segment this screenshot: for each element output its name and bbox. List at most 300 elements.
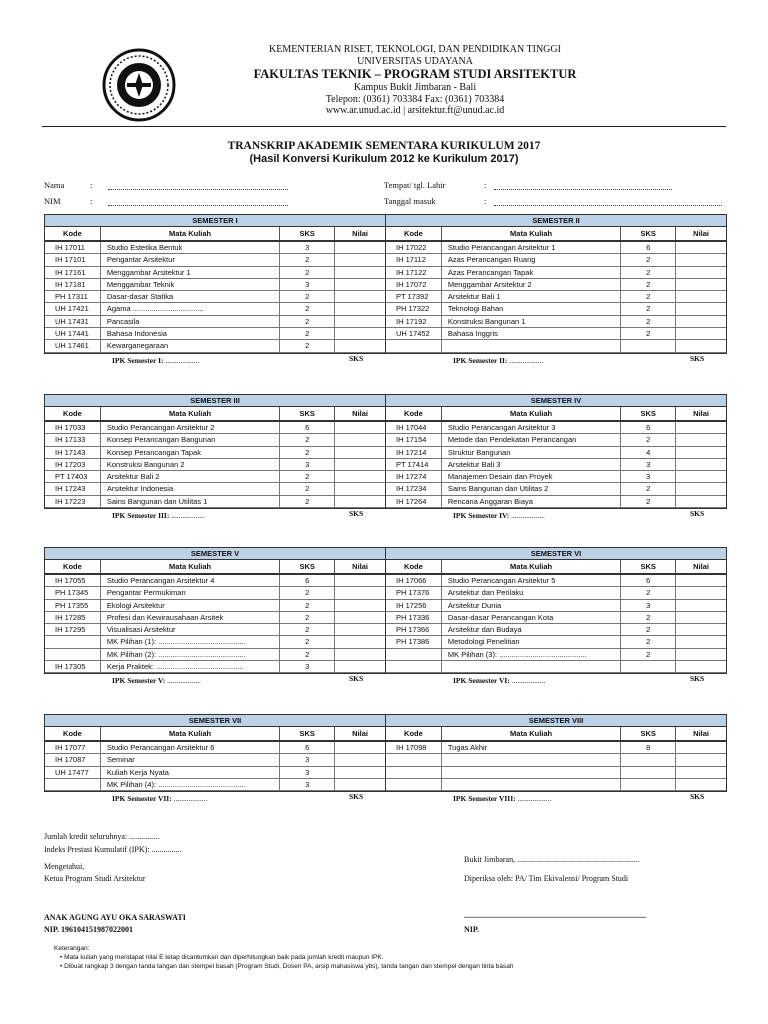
course-name: MK Pilihan (4): .......................................... (101, 779, 280, 790)
course-grade[interactable] (676, 303, 726, 314)
column-header-mata: Mata Kuliah (101, 227, 280, 240)
course-grade[interactable] (676, 767, 726, 778)
course-grade[interactable] (335, 496, 385, 507)
colon: : (484, 196, 487, 206)
table-row (45, 267, 385, 279)
table-row (45, 636, 385, 648)
colon: : (484, 180, 487, 190)
course-grade[interactable] (676, 779, 726, 790)
course-sks: 2 (280, 303, 335, 314)
column-header-kode: Kode (45, 227, 101, 240)
course-sks (621, 661, 676, 672)
table-row (386, 434, 726, 446)
nim-row (44, 196, 288, 206)
table-row (45, 767, 385, 779)
ttl-field[interactable] (494, 181, 672, 190)
phone-fax: Telepon: (0361) 703384 Fax: (0361) 703384 (325, 93, 505, 105)
column-header-mata: Mata Kuliah (442, 227, 621, 240)
course-grade[interactable] (335, 649, 385, 660)
signatory-name: ANAK AGUNG AYU OKA SARASWATI (44, 913, 186, 922)
course-grade[interactable] (676, 447, 726, 458)
ipk-kumulatif (44, 845, 182, 854)
course-code: PH 17376 (386, 587, 442, 598)
course-grade[interactable] (335, 434, 385, 445)
course-grade[interactable] (335, 279, 385, 290)
jumlah-kredit (44, 832, 159, 841)
course-name: Studio Perancangan Arsitektur 1 (442, 242, 621, 253)
column-header-sks: SKS (621, 227, 676, 240)
course-grade[interactable] (676, 587, 726, 598)
column-header-sks: SKS (280, 407, 335, 420)
semester-table (44, 714, 386, 792)
course-sks: 2 (280, 267, 335, 278)
course-code: UH 17452 (386, 328, 442, 339)
semester-table (385, 714, 727, 792)
column-header-nilai: Nilai (352, 409, 368, 418)
course-grade[interactable] (335, 624, 385, 635)
course-code: IH 17234 (386, 483, 442, 494)
course-name: Studio Perancangan Arsitektur 6 (101, 742, 280, 753)
course-name: Konsep Perancangan Tapak (101, 447, 280, 458)
course-grade[interactable] (335, 316, 385, 327)
course-code (45, 779, 101, 790)
table-row (45, 242, 385, 254)
course-code: IH 17305 (45, 661, 101, 672)
note-item: • Mata kuliah yang mendapat nilai E tetap dicantumkan dan diperhitungkan baik pada jumlah kredit maupun IPK. (60, 954, 384, 961)
course-name: Arsitektur dan Budaya (442, 624, 621, 635)
course-name (442, 767, 621, 778)
semester-title: SEMESTER VI (386, 548, 726, 560)
table-row (386, 624, 726, 636)
course-name: Rencana Anggaran Biaya (442, 496, 621, 507)
course-name: Profesi dan Kewirausahaan Arsitek (101, 612, 280, 623)
course-grade[interactable] (676, 636, 726, 647)
course-name: Arsitektur dan Perilaku (442, 587, 621, 598)
ipk-semester-label: IPK Semester III: (112, 511, 170, 521)
ipk-value[interactable]: ............... (151, 845, 182, 854)
course-name: Metodologi Penelitian (442, 636, 621, 647)
colon: : (90, 196, 93, 206)
course-name: Sains Bangunan dan Utilitas 2 (442, 483, 621, 494)
table-row (386, 254, 726, 266)
ipk-semester-label: IPK Semester VIII: (453, 794, 516, 804)
table-row (386, 303, 726, 315)
course-name: Kuliah Kerja Nyata (101, 767, 280, 778)
course-grade[interactable] (676, 600, 726, 611)
table-row (386, 742, 726, 754)
course-grade[interactable] (335, 483, 385, 494)
course-code: IH 17055 (45, 575, 101, 586)
signatory-nip: NIP. 196104151987022001 (44, 925, 134, 934)
table-row (45, 575, 385, 587)
course-sks: 3 (621, 600, 676, 611)
sks-total-label: SKS (690, 792, 705, 802)
course-name: Seminar (101, 754, 280, 765)
table-row (45, 600, 385, 612)
note-item: • Dibuat rangkap 3 dengan tanda tangan dan stempel basah (Program Studi, Dosen PA, arsip mahasiswa ybs), tanda tangan dan stempel dengan tinta basah (60, 963, 514, 970)
course-name: Bahasa Inggris (442, 328, 621, 339)
course-grade[interactable] (335, 742, 385, 753)
ipk-semester-value[interactable]: .................. (171, 511, 205, 521)
semester-title: SEMESTER IV (386, 395, 726, 407)
course-name (442, 661, 621, 672)
table-row (45, 754, 385, 766)
course-code: IH 17072 (386, 279, 442, 290)
course-name: Struktur Bangunan (442, 447, 621, 458)
table-row (386, 587, 726, 599)
course-grade[interactable] (335, 447, 385, 458)
course-name: Menggambar Teknik (101, 279, 280, 290)
course-name: Azas Perancangan Tapak (442, 267, 621, 278)
course-code: IH 17264 (386, 496, 442, 507)
course-sks (621, 779, 676, 790)
course-sks: 2 (280, 587, 335, 598)
course-name: Arsitektur Bali 2 (101, 471, 280, 482)
course-grade[interactable] (335, 612, 385, 623)
course-code: IH 17098 (386, 742, 442, 753)
table-row (45, 459, 385, 471)
course-name: MK Pilihan (3): .......................................... (442, 649, 621, 660)
course-sks: 2 (280, 496, 335, 507)
course-grade[interactable] (335, 291, 385, 302)
table-row (386, 422, 726, 434)
course-name: Studio Perancangan Arsitektur 3 (442, 422, 621, 433)
course-sks: 2 (280, 291, 335, 302)
table-row (386, 291, 726, 303)
checker-nip: NIP. (464, 925, 480, 934)
course-code: PH 17366 (386, 624, 442, 635)
course-grade[interactable] (335, 767, 385, 778)
course-sks: 2 (280, 471, 335, 482)
note-text: Mata kuliah yang mendapat nilai E tetap dicantumkan dan diperhitungkan baik pada jumlah kredit maupun IPK. (64, 954, 384, 961)
sign-line: ........................................................................................... (464, 911, 646, 920)
course-code (386, 767, 442, 778)
course-code: IH 17122 (386, 267, 442, 278)
course-name: Studio Estetika Bentuk (101, 242, 280, 253)
course-code (386, 649, 442, 660)
course-sks: 3 (621, 459, 676, 470)
semester-table (385, 394, 727, 509)
ttl-label: Tempat/ tgl. Lahir (384, 180, 446, 190)
course-code: UH 17477 (45, 767, 101, 778)
course-grade[interactable] (335, 661, 385, 672)
course-name: Tugas Akhir (442, 742, 621, 753)
table-row (45, 471, 385, 483)
colon: : (90, 180, 93, 190)
course-grade[interactable] (676, 649, 726, 660)
course-grade[interactable] (676, 471, 726, 482)
course-grade[interactable] (335, 754, 385, 765)
column-header-mata: Mata Kuliah (101, 727, 280, 740)
column-header-sks: SKS (280, 560, 335, 573)
ipk-semester (453, 676, 545, 685)
table-row (45, 661, 385, 673)
nim-field[interactable] (108, 197, 288, 206)
document-subtitle: (Hasil Konversi Kurikulum 2012 ke Kurikulum 2017) (249, 153, 519, 165)
course-name: Manajemen Desain dan Proyek (442, 471, 621, 482)
sks-total-label: SKS (690, 353, 705, 363)
course-sks: 6 (280, 742, 335, 753)
course-sks: 3 (280, 242, 335, 253)
table-row (386, 612, 726, 624)
course-code (386, 661, 442, 672)
jumlah-value[interactable]: ............... (129, 832, 160, 841)
note-text: Dibuat rangkap 3 dengan tanda tangan dan stempel basah (Program Studi, Dosen PA, arsip mahasiswa ybs), tanda tangan dan stempel dengan tinta basah (64, 963, 514, 970)
ipk-semester (112, 511, 205, 520)
column-header-kode: Kode (386, 560, 442, 573)
course-grade[interactable] (335, 422, 385, 433)
course-grade[interactable] (676, 612, 726, 623)
ipk-semester (453, 794, 551, 803)
course-code: IH 17214 (386, 447, 442, 458)
sks-total-label: SKS (690, 509, 705, 519)
course-name: Pengantar Permukiman (101, 587, 280, 598)
column-header-mata: Mata Kuliah (101, 407, 280, 420)
course-grade[interactable] (676, 575, 726, 586)
course-code: PT 17414 (386, 459, 442, 470)
course-grade[interactable] (335, 303, 385, 314)
table-row (45, 340, 385, 352)
course-grade[interactable] (335, 636, 385, 647)
course-grade[interactable] (676, 242, 726, 253)
course-name: Pancasila (101, 316, 280, 327)
course-grade[interactable] (676, 624, 726, 635)
course-grade[interactable] (676, 328, 726, 339)
table-row (45, 422, 385, 434)
semester-table (44, 394, 386, 509)
course-code: IH 17181 (45, 279, 101, 290)
header-rule (42, 126, 726, 127)
column-header-sks: SKS (280, 727, 335, 740)
masuk-field[interactable] (494, 197, 722, 206)
table-row (386, 267, 726, 279)
notes (54, 944, 514, 971)
column-header-nilai: Nilai (693, 562, 709, 571)
course-grade[interactable] (676, 291, 726, 302)
course-name: Metode dan Pendekatan Perancangan (442, 434, 621, 445)
course-sks: 2 (621, 612, 676, 623)
nama-row (44, 180, 288, 190)
course-sks: 2 (621, 649, 676, 660)
course-grade[interactable] (676, 316, 726, 327)
course-name: Kerja Praktek: .......................................... (101, 661, 280, 672)
course-grade[interactable] (676, 661, 726, 672)
column-headers (386, 227, 726, 242)
course-code: PH 17311 (45, 291, 101, 302)
course-grade[interactable] (676, 279, 726, 290)
course-grade[interactable] (676, 434, 726, 445)
column-headers (45, 727, 385, 742)
course-code: IH 17044 (386, 422, 442, 433)
course-sks: 2 (280, 340, 335, 351)
course-sks: 2 (621, 303, 676, 314)
course-grade[interactable] (676, 267, 726, 278)
course-grade[interactable] (676, 742, 726, 753)
course-name: Arsitektur Dunia (442, 600, 621, 611)
ipk-semester-value[interactable]: .................. (511, 511, 545, 521)
course-code (45, 636, 101, 647)
column-header-nilai: Nilai (352, 729, 368, 738)
course-name (442, 754, 621, 765)
course-name: Studio Perancangan Arsitektur 2 (101, 422, 280, 433)
place-date: Bukit Jimbaran, ............................................................. (464, 855, 640, 864)
course-sks: 2 (280, 624, 335, 635)
ipk-semester-value[interactable]: .................. (165, 355, 200, 365)
course-grade[interactable] (676, 422, 726, 433)
course-sks (621, 767, 676, 778)
ipk-semester-value[interactable]: .................. (167, 676, 201, 686)
table-row (386, 471, 726, 483)
ipk-semester (112, 676, 201, 685)
course-grade[interactable] (676, 459, 726, 470)
semester-table (44, 547, 386, 674)
course-grade[interactable] (335, 242, 385, 253)
course-sks: 3 (280, 754, 335, 765)
course-grade[interactable] (335, 575, 385, 586)
course-sks: 2 (280, 600, 335, 611)
column-headers (386, 727, 726, 742)
course-sks: 2 (280, 328, 335, 339)
mengetahui: Mengetahui, (44, 862, 85, 871)
nim-label: NIM (44, 196, 61, 206)
column-header-sks: SKS (621, 560, 676, 573)
column-header-mata: Mata Kuliah (442, 407, 621, 420)
course-sks: 6 (280, 575, 335, 586)
course-code: UH 17461 (45, 340, 101, 351)
course-grade[interactable] (676, 496, 726, 507)
web-email: www.ar.unud.ac.id | arsitektur.ft@unud.ac.id (325, 105, 505, 116)
ketua-title: Ketua Program Studi Arsitektur (44, 874, 146, 883)
column-header-kode: Kode (45, 727, 101, 740)
table-row (45, 291, 385, 303)
course-sks: 3 (280, 459, 335, 470)
course-grade[interactable] (335, 600, 385, 611)
course-code: IH 17161 (45, 267, 101, 278)
ipk-semester-value[interactable]: .................. (511, 676, 546, 686)
ipk-semester (453, 511, 545, 520)
course-name: Agama .................................. (101, 303, 280, 314)
ipk-semester (112, 794, 207, 803)
course-code: IH 17285 (45, 612, 101, 623)
ministry-name: KEMENTERIAN RISET, TEKNOLOGI, DAN PENDIDIKAN TINGGI (269, 44, 561, 55)
course-name: Studio Perancangan Arsitektur 5 (442, 575, 621, 586)
ipk-semester-label: IPK Semester VI: (453, 676, 510, 686)
column-header-sks: SKS (280, 227, 335, 240)
course-grade[interactable] (335, 340, 385, 351)
table-row (386, 316, 726, 328)
column-headers (45, 407, 385, 422)
table-row (45, 279, 385, 291)
course-sks: 2 (621, 316, 676, 327)
course-code: PH 17322 (386, 303, 442, 314)
course-code: PH 17355 (45, 600, 101, 611)
semester-table (385, 547, 727, 674)
course-grade[interactable] (676, 254, 726, 265)
course-sks: 2 (621, 587, 676, 598)
table-row (386, 447, 726, 459)
ipk-semester-value[interactable]: .................. (517, 794, 552, 804)
course-code: IH 17087 (45, 754, 101, 765)
course-sks: 6 (621, 242, 676, 253)
course-code: IH 17256 (386, 600, 442, 611)
course-sks: 3 (280, 767, 335, 778)
course-name: Ekologi Arsitektur (101, 600, 280, 611)
table-row (45, 434, 385, 446)
course-code: IH 17066 (386, 575, 442, 586)
table-row (45, 496, 385, 508)
sks-total-label: SKS (349, 353, 364, 363)
table-row (45, 328, 385, 340)
course-code: IH 17295 (45, 624, 101, 635)
course-name: MK Pilihan (1): .......................................... (101, 636, 280, 647)
course-sks: 2 (621, 636, 676, 647)
column-header-nilai: Nilai (693, 409, 709, 418)
course-sks (621, 340, 676, 351)
table-row (386, 496, 726, 508)
course-code: IH 17133 (45, 434, 101, 445)
ipk-semester (112, 356, 199, 365)
course-sks: 3 (280, 661, 335, 672)
column-headers (386, 407, 726, 422)
semester-title: SEMESTER III (45, 395, 385, 407)
course-sks: 2 (280, 316, 335, 327)
table-row (386, 328, 726, 340)
course-grade[interactable] (676, 754, 726, 765)
sks-total-label: SKS (349, 792, 364, 802)
column-header-kode: Kode (45, 407, 101, 420)
column-header-nilai: Nilai (693, 229, 709, 238)
course-grade[interactable] (676, 340, 726, 351)
ipk-semester-value[interactable]: .................. (173, 794, 208, 804)
column-header-nilai: Nilai (352, 562, 368, 571)
course-code: IH 17112 (386, 254, 442, 265)
course-grade[interactable] (335, 459, 385, 470)
ipk-semester-value[interactable]: .................. (509, 355, 544, 365)
column-header-kode: Kode (386, 227, 442, 240)
nama-field[interactable] (108, 181, 288, 190)
course-code: UH 17431 (45, 316, 101, 327)
course-name: Pengantar Arsitektur (101, 254, 280, 265)
course-grade[interactable] (335, 779, 385, 790)
course-grade[interactable] (335, 587, 385, 598)
course-grade[interactable] (335, 267, 385, 278)
ipk-semester-label: IPK Semester I: (112, 355, 164, 365)
course-name: Dasar-dasar Statika (101, 291, 280, 302)
course-code: PT 17392 (386, 291, 442, 302)
course-code (386, 754, 442, 765)
university-logo (102, 48, 176, 122)
course-sks: 8 (621, 742, 676, 753)
column-header-mata: Mata Kuliah (442, 727, 621, 740)
column-headers (45, 227, 385, 242)
course-code: IH 17192 (386, 316, 442, 327)
table-row (386, 767, 726, 779)
course-code: IH 17077 (45, 742, 101, 753)
course-grade[interactable] (335, 471, 385, 482)
course-sks: 4 (621, 447, 676, 458)
course-grade[interactable] (335, 254, 385, 265)
semester-title: SEMESTER II (386, 215, 726, 227)
sks-total-label: SKS (349, 674, 364, 684)
course-sks: 2 (621, 267, 676, 278)
course-grade[interactable] (676, 483, 726, 494)
course-sks: 3 (280, 279, 335, 290)
course-name: Konsep Perancangan Bangunan (101, 434, 280, 445)
course-grade[interactable] (335, 328, 385, 339)
course-name: Kewarganegaraan (101, 340, 280, 351)
course-code (386, 779, 442, 790)
ipk-semester-label: IPK Semester V: (112, 676, 166, 686)
